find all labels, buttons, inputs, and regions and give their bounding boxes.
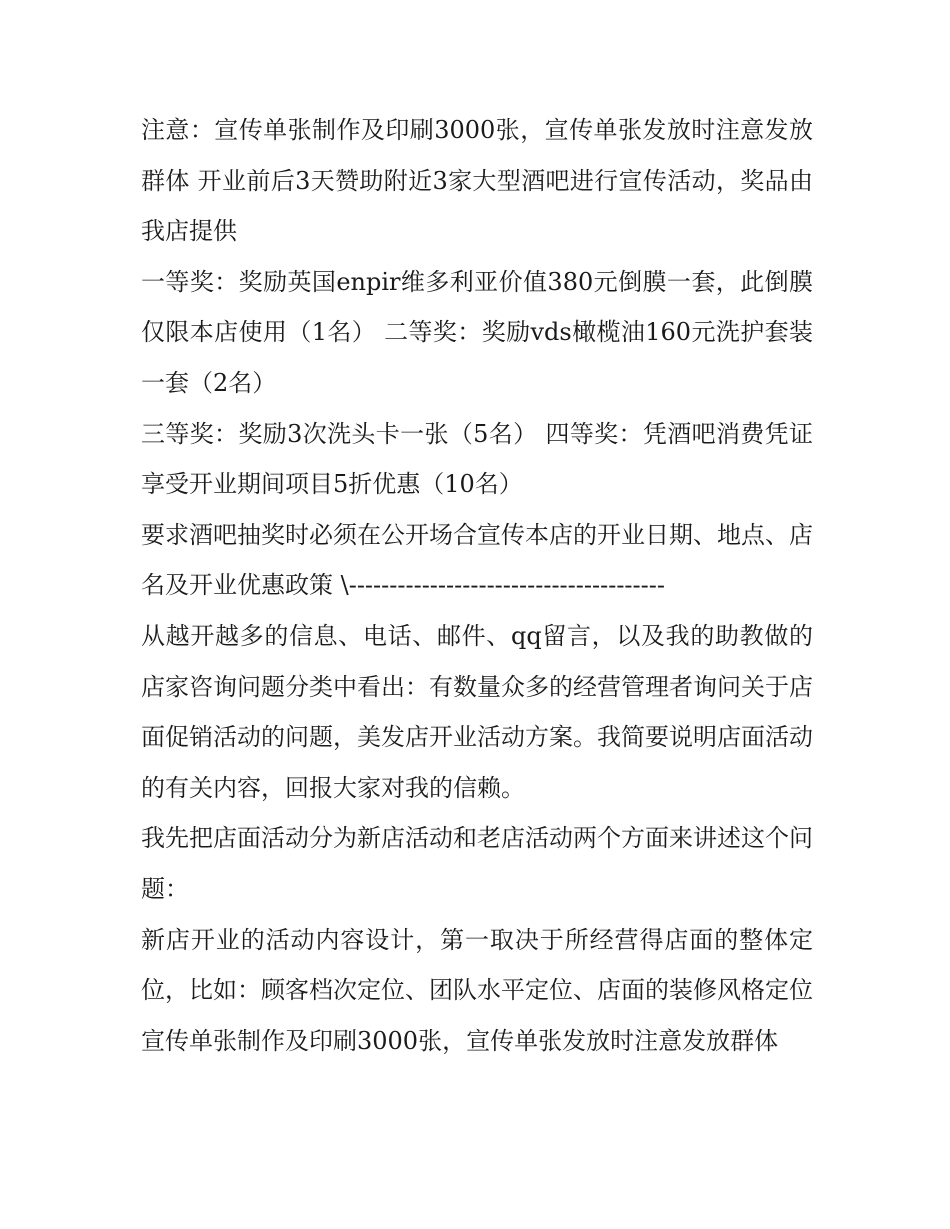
paragraph-notice: 注意：宣传单张制作及印刷3000张，宣传单张发放时注意发放群体 开业前后3天赞助附近3家大型酒吧进行宣传活动，奖品由我店提供: [141, 116, 813, 246]
paragraph-first-second-prize: 一等奖：奖励英国enpir维多利亚价值380元倒膜一套，此倒膜仅限本店使用（1名） 二等奖：奖励vds橄榄油160元洗护套装一套（2名）: [141, 267, 813, 397]
paragraph-third-fourth-prize: 三等奖：奖励3次洗头卡一张（5名） 四等奖：凭酒吧消费凭证享受开业期间项目5折优惠（10名）: [141, 419, 813, 499]
document-body: [141, 105, 813, 1066]
paragraph-inquiries: 从越开越多的信息、电话、邮件、qq留言，以及我的助教做的店家咨询问题分类中看出：有数量众多的经营管理者询问关于店面促销活动的问题，美发店开业活动方案。我简要说明店面活动的有关内容，回报大家对我的信赖。: [141, 621, 813, 802]
paragraph-bar-lottery-requirement: 要求酒吧抽奖时必须在公开场合宣传本店的开业日期、地点、店名及开业优惠政策 \---------------------------------------: [141, 520, 813, 600]
paragraph-activity-categories: 我先把店面活动分为新店活动和老店活动两个方面来讲述这个问题：: [141, 824, 813, 903]
paragraph-new-store-design: 新店开业的活动内容设计，第一取决于所经营得店面的整体定位，比如：顾客档次定位、团队水平定位、店面的装修风格定位宣传单张制作及印刷3000张，宣传单张发放时注意发放群体: [141, 925, 813, 1055]
